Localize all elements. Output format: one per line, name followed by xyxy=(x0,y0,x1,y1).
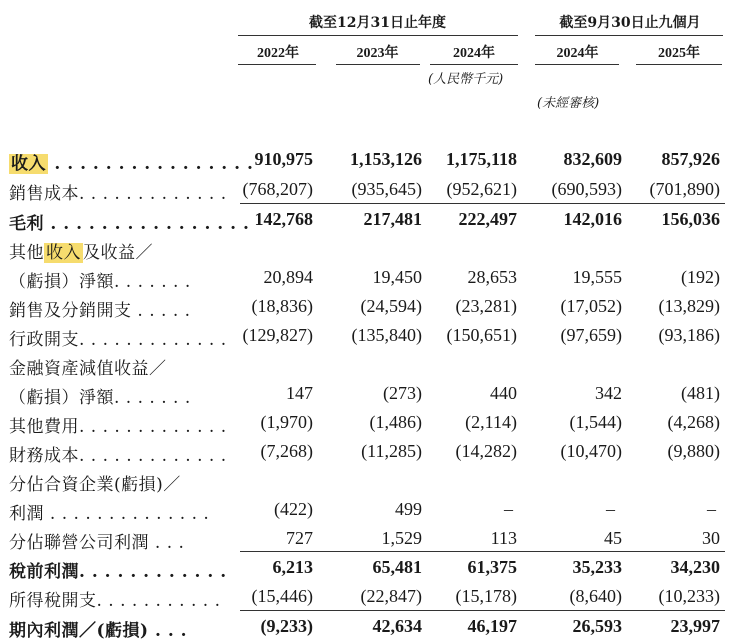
cell-2022: (129,827) xyxy=(242,325,313,345)
table-row-other-expenses xyxy=(0,408,750,438)
cell-2025-9m: (4,268) xyxy=(667,412,720,432)
cell-2022: 147 xyxy=(286,383,313,403)
subtotal-rule xyxy=(240,551,725,552)
table-row-revenue xyxy=(0,145,750,175)
table-row-jv-heading xyxy=(0,466,750,496)
cell-2025-9m: 30 xyxy=(702,528,720,548)
row-label: （虧損）淨額. . . . . . . xyxy=(9,388,191,408)
cell-2024-9m: (17,052) xyxy=(560,296,622,316)
cell-2024: 28,653 xyxy=(467,267,517,287)
row-label: 分佔合資企業(虧損)／ xyxy=(9,475,181,495)
cell-2025-9m: – xyxy=(707,499,716,519)
cell-2022: 6,213 xyxy=(272,557,313,577)
cell-2024: 61,375 xyxy=(467,557,517,577)
table-row-admin-expenses xyxy=(0,321,750,351)
cell-2024: (23,281) xyxy=(455,296,517,316)
table-row-other-income-heading xyxy=(0,234,750,264)
row-label: 利潤 . . . . . . . . . . . . . . xyxy=(9,504,210,524)
year-header-2022: 2022年 xyxy=(257,46,299,61)
row-label: 稅前利潤. . . . . . . . . . . . xyxy=(9,562,227,582)
cell-2023: (11,285) xyxy=(361,441,422,461)
row-label: 其他費用. . . . . . . . . . . . . xyxy=(9,417,227,437)
year-header-2025-9m: 2025年 xyxy=(658,46,700,61)
row-label: 金融資產減值收益／ xyxy=(9,359,167,379)
cell-2022: (7,268) xyxy=(260,441,313,461)
cell-2024-9m: (1,544) xyxy=(569,412,622,432)
cell-2025-9m: (481) xyxy=(681,383,720,403)
cell-2024-9m: – xyxy=(606,499,615,519)
cell-2024: (150,651) xyxy=(446,325,517,345)
table-row-gross-profit xyxy=(0,205,750,235)
cell-2024: (952,621) xyxy=(446,179,517,199)
year-header-2023: 2023年 xyxy=(356,46,399,61)
cell-2022: 142,768 xyxy=(254,209,313,229)
table-row-income-tax xyxy=(0,582,750,612)
row-label: 銷售成本. . . . . . . . . . . . . xyxy=(9,184,227,204)
cell-2024-9m: (10,470) xyxy=(560,441,622,461)
cell-2024-9m: 19,555 xyxy=(572,267,622,287)
year-rule-2024-9m xyxy=(535,64,619,65)
cell-2024-9m: 832,609 xyxy=(563,149,622,169)
cell-2025-9m: (13,829) xyxy=(658,296,720,316)
cell-2023: (135,840) xyxy=(351,325,422,345)
cell-2022: (15,446) xyxy=(251,586,313,606)
row-label: 所得稅開支. . . . . . . . . . . xyxy=(9,591,221,611)
cell-2023: (1,486) xyxy=(369,412,422,432)
cell-2024: 1,175,118 xyxy=(445,149,517,169)
header-group-annual: 截至12月31日止年度 xyxy=(309,15,446,31)
cell-2025-9m: (10,233) xyxy=(658,586,720,606)
cell-2025-9m: (701,890) xyxy=(649,179,720,199)
cell-2025-9m: 34,230 xyxy=(670,557,720,577)
row-label: 銷售及分銷開支 . . . . . xyxy=(9,301,191,321)
subtotal-rule xyxy=(240,610,725,611)
cell-2024-9m: 35,233 xyxy=(572,557,622,577)
cell-2024: 222,497 xyxy=(458,209,517,229)
row-label: 分佔聯營公司利潤 . . . xyxy=(9,533,185,553)
table-row-impairment-heading xyxy=(0,350,750,380)
cell-2023: (273) xyxy=(383,383,422,403)
header-group-interim: 截至9月30日止九個月 xyxy=(559,15,701,31)
cell-2023: 217,481 xyxy=(363,209,422,229)
year-header-2024: 2024年 xyxy=(453,46,495,61)
cell-2022: (18,836) xyxy=(251,296,313,316)
cell-2022: 727 xyxy=(286,528,313,548)
unaudited-note: (未經審核) xyxy=(537,96,600,111)
cell-2025-9m: 23,997 xyxy=(670,616,720,636)
cell-2022: (9,233) xyxy=(260,616,313,636)
cell-2024: (15,178) xyxy=(455,586,517,606)
cell-2023: 65,481 xyxy=(372,557,422,577)
cell-2022: (768,207) xyxy=(242,179,313,199)
cell-2022: (1,970) xyxy=(260,412,313,432)
cell-2023: (24,594) xyxy=(360,296,422,316)
cell-2023: (935,645) xyxy=(351,179,422,199)
cell-2024: – xyxy=(504,499,513,519)
highlight-mark: 收入 xyxy=(46,243,81,263)
year-rule-2022 xyxy=(238,64,316,65)
cell-2023: 499 xyxy=(395,499,422,519)
table-row-impairment-net xyxy=(0,379,750,409)
cell-2023: (22,847) xyxy=(360,586,422,606)
table-row-selling-expenses xyxy=(0,292,750,322)
cell-2022: (422) xyxy=(274,499,313,519)
cell-2023: 1,529 xyxy=(381,528,422,548)
row-label: （虧損）淨額. . . . . . . xyxy=(9,272,191,292)
cell-2022: 910,975 xyxy=(254,149,313,169)
table-row-associates-profit xyxy=(0,524,750,554)
row-label: 毛利 . . . . . . . . . . . . . . . . xyxy=(9,214,250,234)
row-label: 財務成本. . . . . . . . . . . . . xyxy=(9,446,227,466)
cell-2024: 440 xyxy=(490,383,517,403)
table-row-other-income-net xyxy=(0,263,750,293)
table-row-jv-profit xyxy=(0,495,750,525)
header-group-annual-rule xyxy=(238,35,518,36)
highlight-mark: 收入 xyxy=(11,154,46,174)
cell-2024-9m: 26,593 xyxy=(572,616,622,636)
cell-2023: 42,634 xyxy=(372,616,422,636)
cell-2025-9m: (93,186) xyxy=(658,325,720,345)
cell-2025-9m: 857,926 xyxy=(661,149,720,169)
cell-2024: 113 xyxy=(490,528,517,548)
cell-2025-9m: 156,036 xyxy=(661,209,720,229)
cell-2024-9m: (97,659) xyxy=(560,325,622,345)
cell-2025-9m: (192) xyxy=(681,267,720,287)
year-rule-2024 xyxy=(430,64,518,65)
subtotal-rule xyxy=(240,203,725,204)
cell-2024: (2,114) xyxy=(465,412,517,432)
table-row-cost-of-sales xyxy=(0,175,750,205)
table-row-finance-costs xyxy=(0,437,750,467)
cell-2025-9m: (9,880) xyxy=(667,441,720,461)
cell-2024-9m: (8,640) xyxy=(569,586,622,606)
cell-2024-9m: 342 xyxy=(595,383,622,403)
cell-2024: 46,197 xyxy=(467,616,517,636)
unit-note: (人民幣千元) xyxy=(428,72,504,87)
year-rule-2023 xyxy=(336,64,420,65)
table-row-profit-before-tax xyxy=(0,553,750,583)
row-label: 期內利潤／(虧損) . . . xyxy=(9,621,188,641)
year-rule-2025-9m xyxy=(636,64,722,65)
cell-2023: 1,153,126 xyxy=(350,149,422,169)
cell-2023: 19,450 xyxy=(372,267,422,287)
year-header-2024-9m: 2024年 xyxy=(556,46,599,61)
cell-2024-9m: 45 xyxy=(604,528,622,548)
cell-2024-9m: (690,593) xyxy=(551,179,622,199)
row-label: 行政開支. . . . . . . . . . . . . xyxy=(9,330,227,350)
cell-2024: (14,282) xyxy=(455,441,517,461)
row-label: 其他 收入 及收益／ xyxy=(9,243,153,263)
row-label: 收入 . . . . . . . . . . . . . . . . xyxy=(11,154,254,174)
header-group-interim-rule xyxy=(535,35,723,36)
cell-2022: 20,894 xyxy=(263,267,313,287)
cell-2024-9m: 142,016 xyxy=(563,209,622,229)
table-row-profit-for-period xyxy=(0,612,750,642)
